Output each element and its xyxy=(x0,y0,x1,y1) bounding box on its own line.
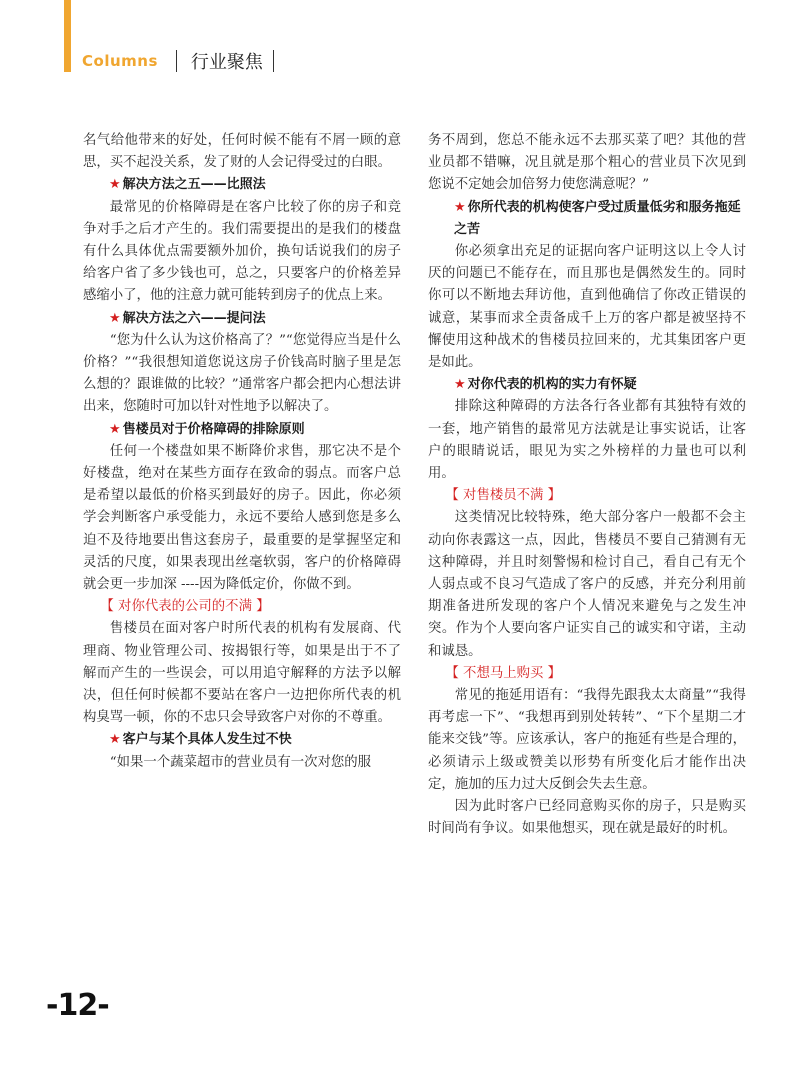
paragraph: 名气给他带来的好处，任何时候不能有不屑一顾的意思，买不起没关系，发了财的人会记得受过的白眼。 xyxy=(83,133,401,171)
paragraph: 务不周到，您总不能永远不去那买菜了吧？其他的营业员都不错嘛，况且就是那个粗心的营业员下次见到您说不定她会加倍努力使您满意呢？” xyxy=(428,133,746,193)
paragraph: “您为什么认为这价格高了？”“您觉得应当是什么价格？”“我很想知道您说这房子价钱高时脑子里是怎么想的？跟谁做的比较？”通常客户都会把内心想法讲出来，您随时可加以针对性地予以解决了。 xyxy=(83,332,401,415)
paragraph: “如果一个蔬菜超市的营业员有一次对您的服 xyxy=(109,754,372,770)
topic-tag: 【 不想马上购买 】 xyxy=(445,665,562,681)
subheading xyxy=(83,174,401,196)
subheading xyxy=(83,308,401,330)
subheading-text: 对你代表的机构的实力有怀疑 xyxy=(467,377,637,393)
paragraph: 最常见的价格障碍是在客户比较了你的房子和竞争对手之后才产生的。我们需要提出的是我们的楼盘有什么具体优点需要额外加价，换句话说我们的房子给客户省了多少钱也可，总之，只要客户的价格差异感缩小了，他的注意力就可能转到房子的优点上来。 xyxy=(83,199,401,304)
star-icon: ★ xyxy=(109,177,121,193)
paragraph: 排除这种障碍的方法各行各业都有其独特有效的一套，地产销售的最常见方法就是让事实说话，让客户的眼睛说话，眼见为实之外榜样的力量也可以利用。 xyxy=(428,399,746,482)
paragraph: 任何一个楼盘如果不断降价求售，那它决不是个好楼盘，绝对在某些方面存在致命的弱点。而客户总是希望以最低的价格买到最好的房子。因此，你必须学会判断客户承受能力，永远不要给人感到您是多么迫不及待地要出售这套房子，最重要的是掌握坚定和灵活的尺度，如果表现出丝毫软弱，客户的价格障碍就会更一步加深 ----因为降低定价，你做不到。 xyxy=(83,443,401,593)
star-icon: ★ xyxy=(454,377,466,393)
star-icon: ★ xyxy=(109,310,121,326)
columns-label: Columns xyxy=(82,52,158,70)
subheading xyxy=(83,729,401,751)
paragraph: 售楼员在面对客户时所代表的机构有发展商、代理商、物业管理公司、按揭银行等，如果是出于不了解而产生的一些误会，可以用追守解释的方法予以解决，但任何时候都不要站在客户一边把你所代表的机构臭骂一顿，你的不忠只会导致客户对你的不尊重。 xyxy=(83,621,401,726)
header-divider xyxy=(176,50,177,72)
subheading-text: 客户与某个具体人发生过不快 xyxy=(122,732,292,748)
page-header xyxy=(82,46,274,76)
paragraph: 常见的拖延用语有：“我得先跟我太太商量”“我得再考虑一下”、“我想再到别处转转”、“下个星期二才能来交钱”等。应该承认，客户的拖延有些是合理的，必须请示上级或赞美以形势有所变化后才能作出决定，施加的压力过大反倒会失去生意。 xyxy=(428,688,746,792)
star-icon: ★ xyxy=(454,199,466,215)
right-column xyxy=(428,130,746,841)
topic-tag: 【 对你代表的公司的不满 】 xyxy=(100,599,270,615)
subheading-text: 你所代表的机构使客户受过质量低劣和服务拖延之苦 xyxy=(454,199,741,237)
topic-tag: 【 对售楼员不满 】 xyxy=(445,488,562,504)
subheading-text: 解决方法之五——比照法 xyxy=(122,177,266,193)
accent-bar xyxy=(64,0,71,72)
subheading-text: 售楼员对于价格障碍的排除原则 xyxy=(122,421,305,437)
subheading xyxy=(428,197,746,241)
section-title: 行业聚焦 xyxy=(190,52,263,73)
left-column xyxy=(83,130,401,774)
subheading xyxy=(428,374,746,396)
subheading xyxy=(83,419,401,441)
star-icon: ★ xyxy=(109,732,121,748)
paragraph: 因为此时客户已经同意购买你的房子，只是购买时间尚有争议。如果他想买，现在就是最好的时机。 xyxy=(428,799,746,837)
subheading-text: 解决方法之六——提问法 xyxy=(122,310,266,326)
paragraph: 这类情况比较特殊，绝大部分客户一般都不会主动向你表露这一点，因此，售楼员不要自己猜测有无这种障碍，并且时刻警惕和检讨自己，看自己有无个人弱点或不良习气造成了客户的反感，并充分利用前期准备进所发现的客户个人情况来避免与之发生冲突。作为个人要向客户证实自己的诚实和守诺，主动和诚恳。 xyxy=(428,510,746,659)
paragraph: 你必须拿出充足的证据向客户证明这以上令人讨厌的问题已不能存在，而且那也是偶然发生的。同时你可以不断地去拜访他，直到他确信了你改正错误的诚意，某事而求全责备成千上万的客户都是被坚持不懈使用这种战术的售楼员拉回来的，尤其集团客户更是如此。 xyxy=(428,244,746,371)
header-divider-end xyxy=(273,50,274,72)
page-number: -12- xyxy=(46,988,109,1023)
star-icon: ★ xyxy=(109,421,121,437)
